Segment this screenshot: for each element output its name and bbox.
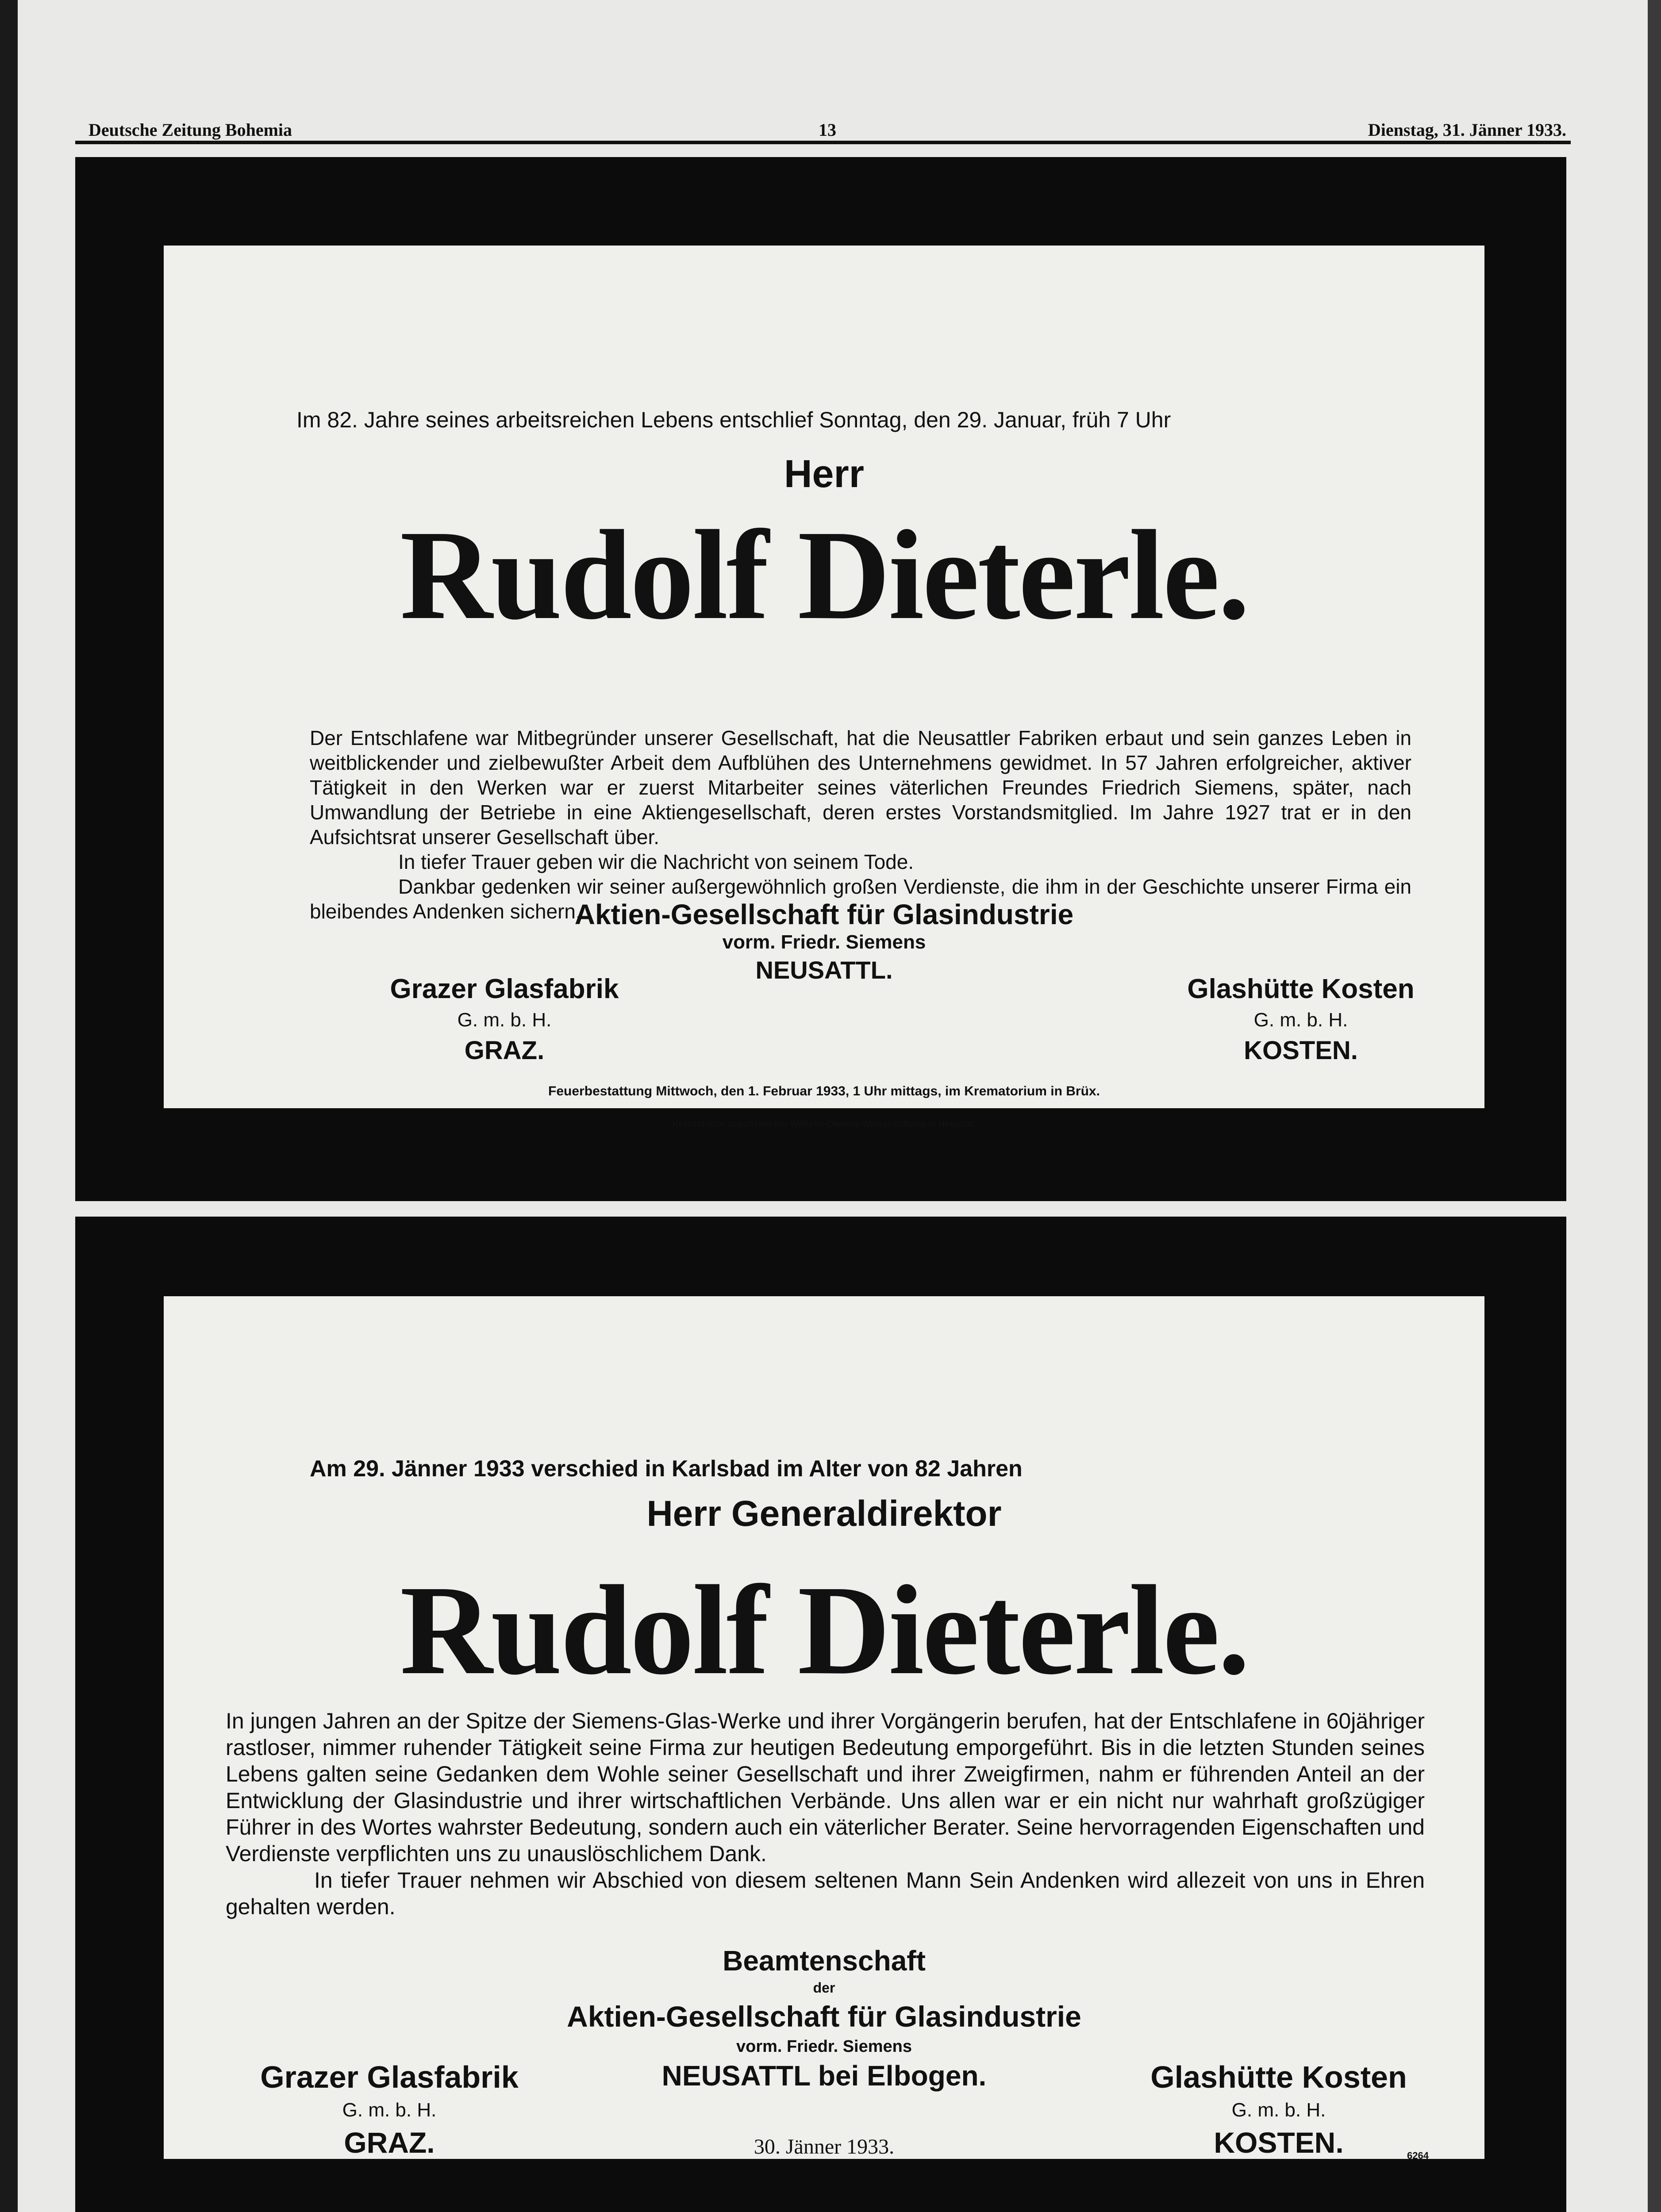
notice2-staff-of: der [813,1980,835,1996]
company-city: KOSTEN. [1214,2126,1344,2159]
company-form: G. m. b. H. [457,1009,552,1031]
issue-date: Dienstag, 31. Jänner 1933. [1368,120,1566,140]
notice1-wreath-note: Kranzablöse zugunsten der Wilhelm-Dieterle-Waisenstiftung in Neusattl. [672,1119,976,1129]
notice1-left-company [305,973,704,1065]
company-form: G. m. b. H. [342,2099,437,2121]
notice2-right-company [1080,2059,1478,2159]
company-city: GRAZ. [344,2126,435,2159]
company-name: Glashütte Kosten [1150,2060,1407,2094]
company-form: G. m. b. H. [1231,2099,1326,2121]
obituary-notice-2 [164,1296,1484,2159]
company-name: Grazer Glasfabrik [390,974,619,1004]
scan-edge-left [0,0,18,2212]
notice1-title: Herr [784,452,864,495]
notice2-name: Rudolf Dieterle. [400,1559,1249,1701]
company-name: Glashütte Kosten [1187,974,1415,1004]
company-form: G. m. b. H. [1253,1009,1348,1031]
notice2-company-city: NEUSATTL bei Elbogen. [661,2060,987,2092]
notice1-intro: Im 82. Jahre seines arbeitsreichen Lebens entschlief Sonntag, den 29. Januar, früh 7 Uhr [296,407,1171,432]
obituary-border-2 [75,1217,1566,2212]
scan-edge-right [1648,0,1661,2212]
notice1-company-city: NEUSATTL. [755,956,893,984]
notice1-right-company [1102,973,1500,1065]
notice2-paragraph: In jungen Jahren an der Spitze der Siemens-Glas-Werke und ihrer Vorgängerin berufen, hat der Entschlafene in 60jähriger rastloser, nimmer ruhender Tätigkeit seine Firma zur heutigen Bedeutung emporgeführt. Bis in die letzten Stunden seines Lebens galten seine Gedanken dem Wohle seiner Gesellschaft und ihrer Zweigfirmen, nahm er führenden Anteil an der Entwicklung der Glasindustrie und ihrer wirtschaftlichen Verbände. Uns allen war er ein nicht nur wahrhaft großzügiger Führer in des Wortes wahrster Bedeutung, sondern auch ein väterlicher Berater. Seine hervorragenden Eigenschaften und Verdienste verpflichten uns zu unauslöschlichem Dank. [226,1709,1425,1866]
obituary-notice-1 [164,246,1484,1129]
notice2-company-main: Aktien-Gesellschaft für Glasindustrie [567,2000,1081,2033]
notice1-company-sub: vorm. Friedr. Siemens [722,931,926,953]
notice1-funeral-note: Feuerbestattung Mittwoch, den 1. Februar 1933, 1 Uhr mittags, im Krematorium in Brüx. [548,1084,1100,1098]
notice1-paragraph: In tiefer Trauer geben wir die Nachricht von seinem Tode. [398,850,914,873]
company-name: Grazer Glasfabrik [260,2060,519,2094]
notice2-company-sub: vorm. Friedr. Siemens [736,2037,912,2056]
obituary-border-1 [75,157,1566,1201]
page-number: 13 [819,120,836,140]
notice1-paragraph: Der Entschlafene war Mitbegründer unserer Gesellschaft, hat die Neusattler Fabriken erbaut und sein ganzes Leben in weitblickender und zielbewußter Arbeit dem Aufblühen des Unternehmens gewidmet. In 57 Jahren erfolgreicher, aktiver Tätigkeit in den Werken war er zuerst Mitarbeiter seines väterlichen Freundes Friedrich Siemens, später, nach Umwandlung der Betriebe in eine Aktiengesellschaft, deren erstes Vorstandsmitglied. Im Jahre 1927 trat er in den Aufsichtsrat unserer Gesellschaft über. [310,726,1411,849]
notice2-code: 6264 [1407,2150,1429,2161]
notice2-title: Herr Generaldirektor [646,1494,1002,1534]
notice1-name: Rudolf Dieterle. [400,504,1249,646]
company-city: KOSTEN. [1244,1036,1358,1065]
notice1-body [310,726,1411,924]
notice1-company-main: Aktien-Gesellschaft für Glasindustrie [574,899,1074,930]
notice2-staff: Beamtenschaft [723,1945,926,1977]
notice2-paragraph: In tiefer Trauer nehmen wir Abschied von diesem seltenen Mann Sein Andenken wird allezeit von uns in Ehren gehalten werden. [226,1868,1425,1919]
header-rule [75,141,1571,144]
notice2-date: 30. Jänner 1933. [754,2135,895,2158]
notice2-body [226,1708,1425,1920]
notice2-left-company [190,2059,588,2159]
newspaper-title: Deutsche Zeitung Bohemia [88,120,292,140]
notice1-paragraph: Dankbar gedenken wir seiner außergewöhnlich großen Verdienste, die ihm in der Geschichte unserer Firma ein bleibendes Andenken sichern. [310,875,1411,923]
company-city: GRAZ. [464,1036,545,1065]
notice2-intro: Am 29. Jänner 1933 verschied in Karlsbad im Alter von 82 Jahren [310,1456,1023,1482]
